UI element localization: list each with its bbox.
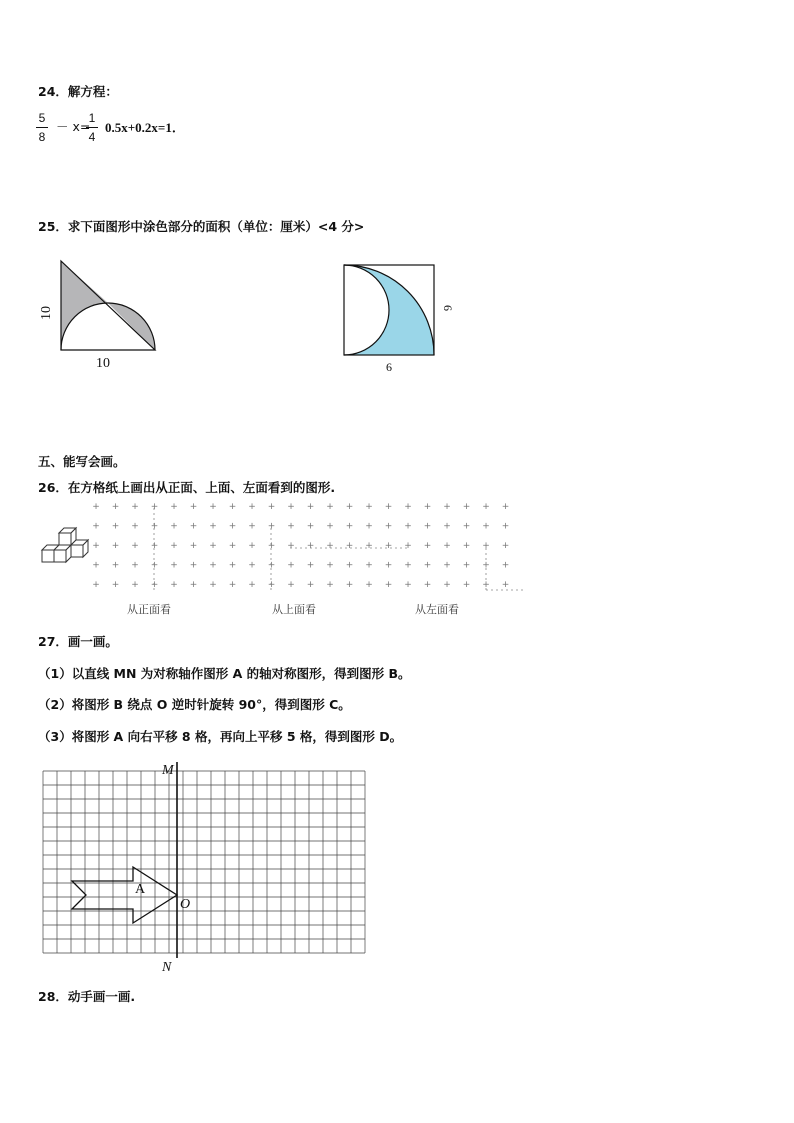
square-grid	[38, 756, 383, 976]
grid-dot: +	[287, 580, 295, 590]
q25-figure-triangle-semicircle	[30, 255, 170, 375]
grid-dot: +	[189, 521, 198, 532]
q24-title: 24．解方程：	[38, 84, 118, 99]
grid-dot: +	[209, 502, 217, 512]
grid-dot: +	[209, 521, 217, 532]
grid-dot: +	[384, 541, 393, 551]
grid-dot: +	[501, 502, 510, 512]
grid-dot: +	[92, 502, 100, 512]
grid-dot: +	[326, 560, 334, 571]
section5-title: 五、能写会画。	[38, 454, 126, 469]
grid-dot: +	[170, 580, 178, 590]
caption-front-view: 从正面看	[127, 603, 171, 616]
grid-dot: +	[326, 541, 334, 551]
grid-dot: +	[306, 560, 315, 571]
grid-dot: +	[267, 502, 276, 512]
grid-dot: +	[384, 521, 393, 532]
grid-dot: +	[501, 541, 510, 551]
grid-dot: +	[209, 580, 217, 590]
grid-dot: +	[111, 580, 120, 590]
grid-dot: +	[189, 580, 198, 590]
grid-dot: +	[306, 580, 315, 590]
grid-dot: +	[287, 541, 295, 551]
grid-dot: +	[345, 560, 354, 571]
grid-dot: +	[248, 541, 256, 551]
grid-dot: +	[131, 560, 139, 571]
grid-dot: +	[92, 580, 100, 590]
fraction-1-4	[86, 111, 98, 144]
grid-dot: +	[228, 521, 237, 532]
grid-dot: +	[287, 521, 295, 532]
grid-dot: +	[170, 502, 178, 512]
grid-dot: +	[209, 541, 217, 551]
grid-dot: +	[482, 541, 490, 551]
grid-dot: +	[111, 541, 120, 551]
grid-dot: +	[131, 541, 139, 551]
grid-dot: +	[111, 521, 120, 532]
equation-2: 0.5x+0.2x=1．	[105, 120, 185, 135]
grid-dot: +	[404, 560, 412, 571]
grid-dot: +	[150, 502, 159, 512]
grid-dot: +	[111, 502, 120, 512]
grid-dot: +	[501, 521, 510, 532]
grid-dot: +	[248, 521, 256, 532]
grid-dot: +	[501, 560, 510, 571]
grid-dot: +	[248, 502, 256, 512]
grid-dot: +	[267, 521, 276, 532]
grid-dot: +	[345, 521, 354, 532]
grid-dot: +	[248, 560, 256, 571]
fraction-numerator: 5	[38, 111, 46, 125]
grid-dot: +	[482, 560, 490, 571]
grid-dot: +	[482, 580, 490, 590]
grid-dot: +	[345, 541, 354, 551]
fig1-bottom-label: 10	[96, 356, 110, 371]
grid-dot: +	[462, 580, 471, 590]
grid-dot: +	[111, 560, 120, 571]
q25-title: 25．求下面图形中涂色部分的面积（单位：厘米）<4 分>	[38, 219, 365, 234]
grid-dot: +	[404, 541, 412, 551]
grid-dot: +	[170, 560, 178, 571]
grid-dot: +	[267, 560, 276, 571]
grid-dot: +	[131, 502, 139, 512]
grid-dot: +	[443, 541, 451, 551]
grid-dot: +	[92, 521, 100, 532]
grid-dot: +	[326, 521, 334, 532]
grid-dot: +	[248, 580, 256, 590]
q26-title: 26．在方格纸上画出从正面、上面、左面看到的图形.	[38, 480, 336, 495]
fig2-bottom-label: 6	[386, 360, 392, 374]
grid-dot: +	[384, 502, 393, 512]
grid-dot: +	[170, 541, 178, 551]
grid-dot: +	[131, 521, 139, 532]
grid-dot: +	[404, 580, 412, 590]
label-o: O	[180, 897, 191, 912]
q27-item-2: （2）将图形 B 绕点 O 逆时针旋转 90°，得到图形 C。	[38, 697, 351, 712]
grid-dot: +	[228, 541, 237, 551]
grid-dot: +	[384, 560, 393, 571]
q28-title: 28．动手画一画.	[38, 989, 136, 1004]
grid-dot: +	[365, 521, 373, 532]
grid-dot: +	[423, 502, 432, 512]
grid-dot: +	[482, 521, 490, 532]
label-m: M	[162, 763, 174, 778]
grid-dot: +	[423, 541, 432, 551]
dot-grid-paper	[90, 500, 530, 600]
equation-middle: － x=	[56, 119, 91, 134]
grid-dot: +	[462, 502, 471, 512]
grid-dot: +	[501, 580, 510, 590]
fig1-left-label: 10	[39, 306, 54, 320]
label-n: N	[162, 960, 172, 975]
grid-dot: +	[443, 521, 451, 532]
grid-dot: +	[150, 521, 159, 532]
grid-dot: +	[150, 541, 159, 551]
q25-figure-square-crescent	[338, 258, 468, 388]
grid-dot: +	[306, 521, 315, 532]
grid-dot: +	[443, 580, 451, 590]
grid-dot: +	[92, 541, 100, 551]
q27-item-3: （3）将图形 A 向右平移 8 格，再向上平移 5 格，得到图形 D。	[38, 729, 403, 744]
grid-dot: +	[326, 502, 334, 512]
grid-dot: +	[462, 560, 471, 571]
grid-dot: +	[287, 560, 295, 571]
grid-dot: +	[287, 502, 295, 512]
grid-dot: +	[131, 580, 139, 590]
grid-dot: +	[92, 560, 100, 571]
grid-dot: +	[384, 580, 393, 590]
grid-dot: +	[423, 521, 432, 532]
caption-left-view: 从左面看	[415, 603, 459, 616]
grid-dot: +	[462, 521, 471, 532]
grid-dot: +	[423, 560, 432, 571]
figure-a-arrow	[72, 867, 177, 923]
fraction-numerator: 1	[88, 111, 96, 125]
grid-dot: +	[306, 502, 315, 512]
grid-dot: +	[228, 502, 237, 512]
grid-dot: +	[306, 541, 315, 551]
fig2-right-label: 6	[441, 305, 455, 311]
caption-top-view: 从上面看	[272, 603, 316, 616]
grid-dot: +	[150, 560, 159, 571]
grid-dot: +	[365, 502, 373, 512]
grid-dot: +	[482, 502, 490, 512]
fraction-5-8	[36, 111, 48, 144]
grid-dot: +	[365, 580, 373, 590]
grid-dot: +	[170, 521, 178, 532]
grid-dot: +	[209, 560, 217, 571]
grid-dot: +	[443, 560, 451, 571]
grid-dot: +	[267, 580, 276, 590]
grid-dot: +	[345, 502, 354, 512]
grid-dot: +	[189, 502, 198, 512]
grid-dot: +	[423, 580, 432, 590]
grid-dot: +	[189, 541, 198, 551]
grid-dot: +	[150, 580, 159, 590]
fraction-denominator: 4	[88, 130, 96, 144]
grid-dot: +	[443, 502, 451, 512]
grid-dot: +	[228, 560, 237, 571]
grid-dot: +	[365, 560, 373, 571]
grid-dot: +	[267, 541, 276, 551]
grid-dot: +	[189, 560, 198, 571]
grid-dot: +	[404, 502, 412, 512]
grid-dot: +	[228, 580, 237, 590]
grid-dot: +	[345, 580, 354, 590]
q27-title: 27．画一画。	[38, 634, 118, 649]
grid-dot: +	[326, 580, 334, 590]
grid-dot: +	[462, 541, 471, 551]
view-captions	[90, 600, 530, 620]
q27-item-1: （1）以直线 MN 为对称轴作图形 A 的轴对称图形，得到图形 B。	[38, 666, 411, 681]
label-a: A	[135, 882, 146, 897]
grid-dot: +	[365, 541, 373, 551]
grid-dot: +	[404, 521, 412, 532]
fraction-denominator: 8	[38, 130, 46, 144]
